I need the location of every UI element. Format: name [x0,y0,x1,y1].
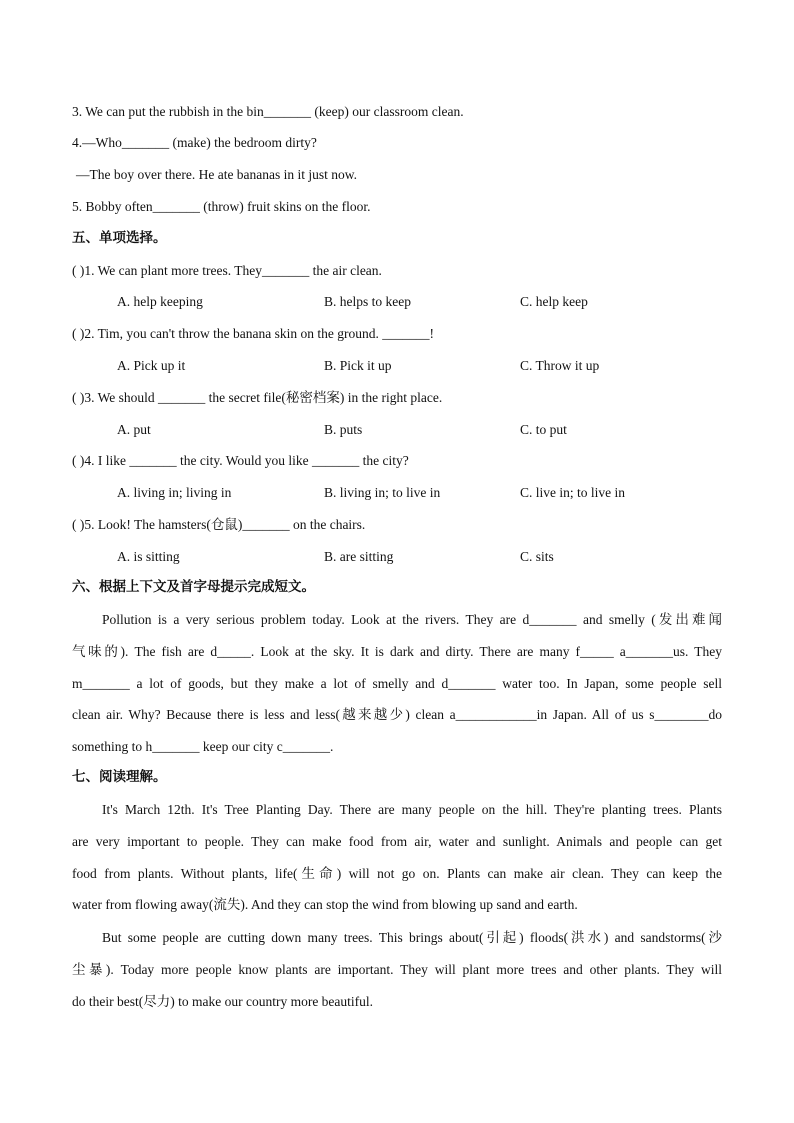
cloze-line: m_______ a lot of goods, but they make a lot of smelly and d_______ water too. In Japan, some people sell [72,675,722,691]
mc-5-option-a: A. is sitting [117,549,180,564]
reading-line: water from flowing away(流失). And they can stop the wind from blowing up sand and earth. [72,897,578,913]
reading-paragraph-1 [72,794,722,921]
mc-3-option-b: B. puts [324,422,363,437]
section-5-title: 五、单项选择。 [72,230,167,246]
mc-2-option-a: A. Pick up it [117,358,186,373]
mc-4-option-b: B. living in; to live in [324,485,441,500]
mc-4-option-a: A. living in; living in [117,485,232,500]
mc-question-2: ( )2. Tim, you can't throw the banana skin on the ground. _______! [72,326,435,341]
cloze-line: 气味的). The fish are d_____. Look at the sky. It is dark and dirty. There are many f_____ a_______us. They [72,643,722,659]
mc-3-option-c: C. to put [520,422,567,437]
reading-line: food from plants. Without plants, life(生命) will not go on. Plants can make air clean. They can keep the [72,865,722,881]
mc-question-3: ( )3. We should _______ the secret file(秘密档案) in the right place. [72,390,443,405]
reading-line: do their best(尽力) to make our country more beautiful. [72,993,374,1009]
mc-question-5: ( )5. Look! The hamsters(仓鼠)_______ on the chairs. [72,517,366,532]
mc-5-option-b: B. are sitting [324,549,394,564]
reading-paragraph-2 [72,922,722,1017]
mc-question-4: ( )4. I like _______ the city. Would you like _______ the city? [72,453,409,468]
mc-1-option-a: A. help keeping [117,294,203,309]
question-3: 3. We can put the rubbish in the bin_______ (keep) our classroom clean. [72,104,464,119]
reading-line: But some people are cutting down many trees. This brings about(引起) floods(洪水) and sandstorms(沙 [102,930,722,945]
section-6-title: 六、根据上下文及首字母提示完成短文。 [72,579,315,595]
reading-line: are very important to people. They can make food from air, water and sunlight. Animals and people can get [72,833,722,849]
section-7-title: 七、阅读理解。 [72,769,167,785]
mc-1-option-c: C. help keep [520,294,588,309]
cloze-line: clean air. Why? Because there is less and less(越来越少) clean a____________in Japan. All of us s________do [72,707,722,723]
reading-line: It's March 12th. It's Tree Planting Day. There are many people on the hill. They're planting trees. Plants [102,802,722,817]
mc-question-1: ( )1. We can plant more trees. They_______ the air clean. [72,263,382,278]
mc-4-option-c: C. live in; to live in [520,485,625,500]
mc-3-option-a: A. put [117,422,151,437]
question-5: 5. Bobby often_______ (throw) fruit skins on the floor. [72,199,371,214]
mc-1-option-b: B. helps to keep [324,294,411,309]
mc-2-option-b: B. Pick it up [324,358,392,373]
question-4: 4.—Who_______ (make) the bedroom dirty? [72,135,317,150]
reading-line: 尘暴). Today more people know plants are important. They will plant more trees and other plants. They will [72,961,722,977]
cloze-line: Pollution is a very serious problem today. Look at the rivers. They are d_______ and smelly (发出难闻 [102,612,722,627]
mc-5-option-c: C. sits [520,549,554,564]
question-4-answer: —The boy over there. He ate bananas in it just now. [76,167,358,182]
mc-2-option-c: C. Throw it up [520,358,600,373]
cloze-passage [72,604,722,763]
cloze-line: something to h_______ keep our city c_______. [72,739,334,755]
